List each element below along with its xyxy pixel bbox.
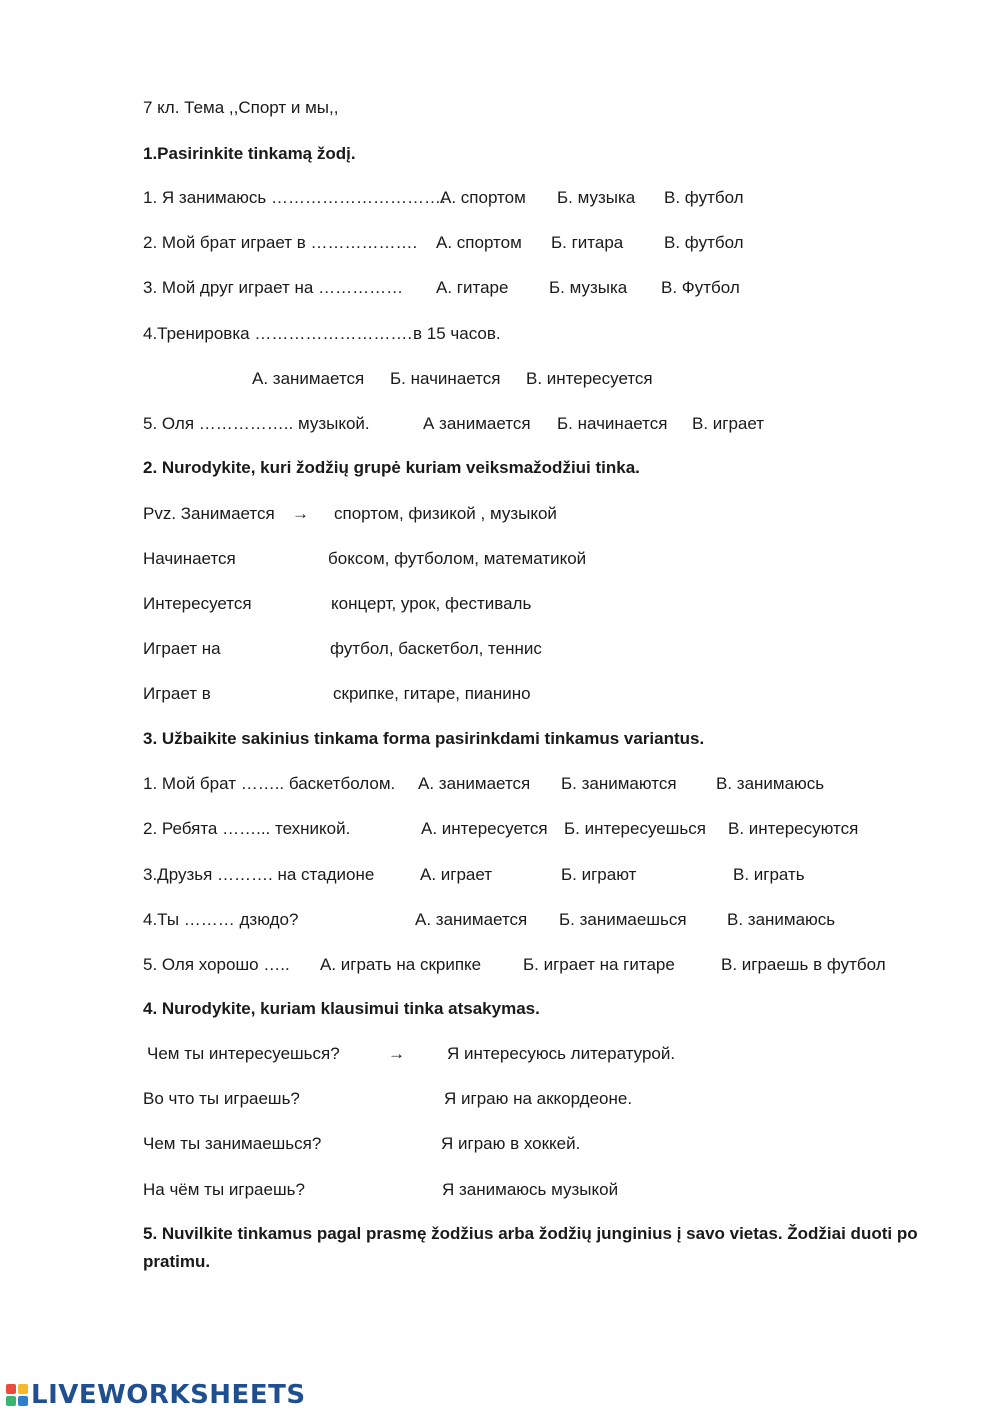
s3-q4-option-a[interactable]: А. занимается xyxy=(415,910,528,929)
s1-q4-option-a[interactable]: А. занимается xyxy=(252,369,365,388)
s3-q1-option-c[interactable]: В. занимаюсь xyxy=(716,774,825,793)
s1-q4-option-b[interactable]: Б. начинается xyxy=(390,369,501,388)
s4-answer-4[interactable]: Я занимаюсь музыкой xyxy=(442,1180,619,1199)
s2-words-3[interactable]: футбол, баскетбол, теннис xyxy=(330,639,542,658)
s4-question-4[interactable]: На чём ты играешь? xyxy=(143,1180,305,1199)
s2-words-4[interactable]: скрипке, гитаре, пианино xyxy=(333,684,531,703)
s3-q5-option-b[interactable]: Б. играет на гитаре xyxy=(523,955,675,974)
s1-q5-option-a[interactable]: А занимается xyxy=(423,414,531,433)
s1-q1-option-a[interactable]: А. спортом xyxy=(440,188,526,207)
s1-q2-option-c[interactable]: В. футбол xyxy=(664,233,744,252)
s3-q2-option-b[interactable]: Б. интересуешься xyxy=(564,819,706,838)
s4-answer-2[interactable]: Я играю на аккордеоне. xyxy=(444,1089,633,1108)
s1-q3-stem: 3. Мой друг играет на …………… xyxy=(143,278,404,297)
s3-q4-stem: 4.Ты ……… дзюдо? xyxy=(143,910,299,929)
s3-q2-option-a[interactable]: А. интересуется xyxy=(421,819,548,838)
s3-q3-option-c[interactable]: В. играть xyxy=(733,865,805,884)
s3-q1-option-b[interactable]: Б. занимаются xyxy=(561,774,677,793)
s1-q3-option-b[interactable]: Б. музыка xyxy=(549,278,628,297)
s4-answer-3[interactable]: Я играю в хоккей. xyxy=(441,1134,581,1153)
s1-q1-option-c[interactable]: В. футбол xyxy=(664,188,744,207)
s3-q3-option-a[interactable]: А. играет xyxy=(420,865,493,884)
s4-answer-1[interactable]: Я интересуюсь литературой. xyxy=(447,1044,676,1063)
section5-title: 5. Nuvilkite tinkamus pagal prasmę žodžius arba žodžių junginius į savo vietas. Žodžiai duoti po pratimu. xyxy=(143,1224,918,1271)
logo-square-red xyxy=(6,1384,16,1394)
section2-title: 2. Nurodykite, kuri žodžių grupė kuriam veiksmažodžiui tinka. xyxy=(143,458,640,477)
s1-q4-stem: 4.Тренировка ………………………. xyxy=(143,324,413,343)
s3-q1-option-a[interactable]: А. занимается xyxy=(418,774,531,793)
s4-question-1[interactable]: Чем ты интересуешься? xyxy=(147,1044,340,1063)
s2-words-2[interactable]: концерт, урок, фестиваль xyxy=(331,594,532,613)
s3-q4-option-b[interactable]: Б. занимаешься xyxy=(559,910,687,929)
logo-square-blue xyxy=(18,1396,28,1406)
s1-q4-option-c[interactable]: В. интересуется xyxy=(526,369,653,388)
s1-q5-stem: 5. Оля …………….. музыкой. xyxy=(143,414,370,433)
s2-verb-1[interactable]: Начинается xyxy=(143,549,236,568)
s2-example-arrow-icon: → xyxy=(292,504,309,523)
s4-question-3[interactable]: Чем ты занимаешься? xyxy=(143,1134,322,1153)
section3-title: 3. Užbaikite sakinius tinkama forma pasirinkdami tinkamus variantus. xyxy=(143,729,705,748)
s3-q3-stem: 3.Друзья ………. на стадионе xyxy=(143,865,375,884)
s1-q2-option-b[interactable]: Б. гитара xyxy=(551,233,624,252)
s3-q2-stem: 2. Ребята ……... техникой. xyxy=(143,819,351,838)
logo-square-yellow xyxy=(18,1384,28,1394)
s3-q2-option-c[interactable]: В. интересуются xyxy=(728,819,859,838)
s2-verb-4[interactable]: Играет в xyxy=(143,684,211,703)
s1-q1-option-b[interactable]: Б. музыка xyxy=(557,188,636,207)
logo-square-green xyxy=(6,1396,16,1406)
s1-q5-option-c[interactable]: В. играет xyxy=(692,414,765,433)
s2-verb-2[interactable]: Интересуется xyxy=(143,594,252,613)
s1-q2-stem: 2. Мой брат играет в ………………. xyxy=(143,233,418,252)
liveworksheets-brand: LIVEWORKSHEETS xyxy=(31,1380,306,1410)
section1-title: 1.Pasirinkite tinkamą žodį. xyxy=(143,144,356,163)
s3-q4-option-c[interactable]: В. занимаюсь xyxy=(727,910,836,929)
s3-q3-option-b[interactable]: Б. играют xyxy=(561,865,637,884)
s3-q1-stem: 1. Мой брат …….. баскетболом. xyxy=(143,774,396,793)
worksheet-header: 7 кл. Тема ,,Спорт и мы,, xyxy=(143,98,339,117)
s4-question-2[interactable]: Во что ты играешь? xyxy=(143,1089,300,1108)
s2-example-words: спортом, физикой , музыкой xyxy=(334,504,557,523)
s1-q1-stem: 1. Я занимаюсь …………………………. xyxy=(143,188,446,207)
section4-title: 4. Nurodykite, kuriam klausimui tinka atsakymas. xyxy=(143,999,540,1018)
s3-q5-stem: 5. Оля хорошо ….. xyxy=(143,955,290,974)
s1-q4-tail: в 15 часов. xyxy=(413,324,501,343)
liveworksheets-footer xyxy=(6,1380,306,1410)
s1-q3-option-c[interactable]: В. Футбол xyxy=(661,278,740,297)
s4-arrow-icon: → xyxy=(388,1044,405,1063)
s2-words-1[interactable]: боксом, футболом, математикой xyxy=(328,549,587,568)
s2-example-prefix: Pvz. Занимается xyxy=(143,504,275,523)
s1-q2-option-a[interactable]: А. спортом xyxy=(436,233,522,252)
s1-q3-option-a[interactable]: А. гитаре xyxy=(436,278,509,297)
s2-verb-3[interactable]: Играет на xyxy=(143,639,221,658)
s3-q5-option-c[interactable]: В. играешь в футбол xyxy=(721,955,886,974)
liveworksheets-logo-icon xyxy=(6,1384,28,1406)
s1-q5-option-b[interactable]: Б. начинается xyxy=(557,414,668,433)
s3-q5-option-a[interactable]: А. играть на скрипке xyxy=(320,955,482,974)
